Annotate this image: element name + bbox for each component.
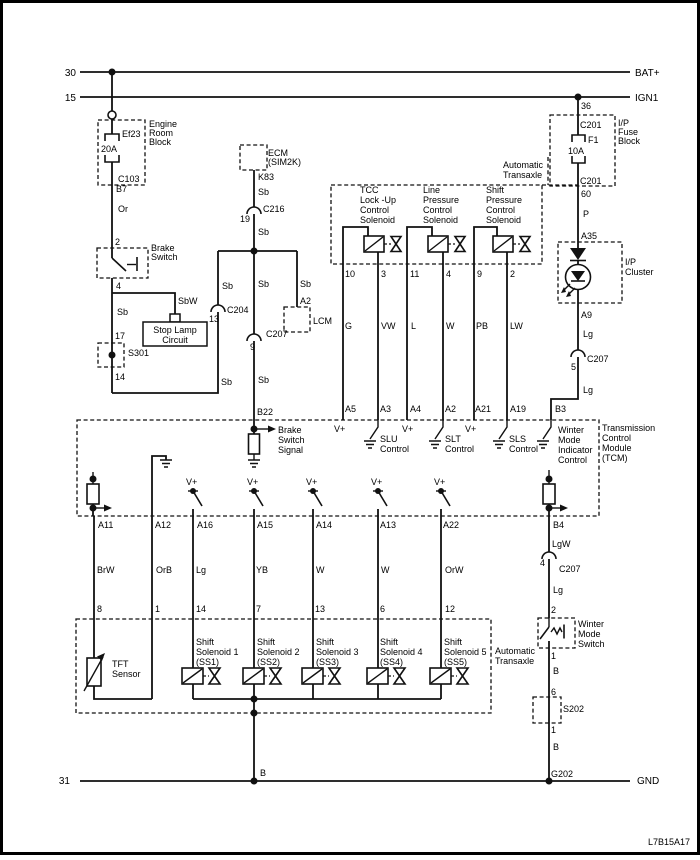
ss3-label: Shift Solenoid 3 (SS3) <box>316 637 359 667</box>
pin-13-label: 13 <box>209 314 220 324</box>
pin-2b-label: 2 <box>510 269 516 279</box>
slu-control-label: SLU Control <box>380 434 410 454</box>
wire-pb-label: PB <box>476 321 489 331</box>
wire-w-label-b: W <box>316 565 325 575</box>
ss5-label: Shift Solenoid 5 (SS5) <box>444 637 487 667</box>
pin-a11-label: A11 <box>98 520 114 530</box>
ecm-label: ECM (SIM2K) <box>268 148 302 167</box>
pin-b7-label: B7 <box>116 184 128 194</box>
wire-b-label-b: B <box>553 666 560 676</box>
ss4-label: Shift Solenoid 4 (SS4) <box>380 637 423 667</box>
tft-sensor-label: TFT Sensor <box>112 659 141 679</box>
vplus-a13-label: V+ <box>371 477 383 487</box>
wire-lgw-label: LgW <box>552 539 571 549</box>
pin-a21-label: A21 <box>475 404 492 414</box>
conn-c204-label: C204 <box>227 305 249 315</box>
pin-2-label: 2 <box>115 237 121 247</box>
transaxle-top-label: Automatic Transaxle <box>503 160 544 180</box>
wire-w-label-c: W <box>381 565 390 575</box>
sls-control-label: SLS Control <box>509 434 539 454</box>
brake-switch-signal-label: Brake Switch Signal <box>278 425 305 455</box>
wire-lg-label-d: Lg <box>553 585 564 595</box>
lcm-label: LCM <box>313 316 333 326</box>
pin-17-label: 17 <box>115 331 126 341</box>
conn-c207a-label: C207 <box>266 329 288 339</box>
stop-lamp-connector-icon <box>170 314 180 322</box>
pin-4c-label: 4 <box>540 558 546 568</box>
pin-a15-label: A15 <box>257 520 274 530</box>
rail-bat-label: BAT+ <box>635 68 660 79</box>
pin-a3-label: A3 <box>380 404 392 414</box>
shift-pressure-solenoid-label: Shift Pressure Control Solenoid <box>486 185 523 225</box>
pin-k83-label: K83 <box>258 172 275 182</box>
junction-dot <box>109 69 116 76</box>
wire-lg-label-c: Lg <box>196 565 207 575</box>
pin-13b-label: 13 <box>315 604 326 614</box>
vplus-a5-label: V+ <box>334 424 346 434</box>
pin-9b-label: 9 <box>477 269 483 279</box>
pin-a2b-label: A2 <box>445 404 457 414</box>
junction-dot <box>251 710 258 717</box>
winter-mode-indicator-label: Winter Mode Indicator Control <box>558 425 593 465</box>
wire-sb-label-b: Sb <box>221 377 233 387</box>
wire-lg-label-a: Lg <box>583 329 594 339</box>
wire-brw-label: BrW <box>97 565 115 575</box>
pin-11-label: 11 <box>410 269 420 279</box>
engine-room-block-label: Engine Room Block <box>149 119 178 147</box>
pin-b4-label: B4 <box>553 520 565 530</box>
pin-3-label: 3 <box>381 269 387 279</box>
resistor-icon <box>87 484 99 504</box>
pin-10-label: 10 <box>345 269 356 279</box>
pin-6-label: 6 <box>380 604 386 614</box>
line-pressure-solenoid-label: Line Pressure Control Solenoid <box>423 185 460 225</box>
ss2-label: Shift Solenoid 2 (SS2) <box>257 637 300 667</box>
fuse-f1-rating: 10A <box>568 146 585 156</box>
wire-lg-label-b: Lg <box>583 385 594 395</box>
pin-a13-label: A13 <box>380 520 397 530</box>
pin-2c-label: 2 <box>551 605 557 615</box>
wire-yb-label: YB <box>256 565 269 575</box>
rail-gnd-label: GND <box>637 776 660 787</box>
pin-60-label: 60 <box>581 189 592 199</box>
pin-b3-label: B3 <box>555 404 567 414</box>
slt-control-label: SLT Control <box>445 434 475 454</box>
junction-dot <box>251 696 258 703</box>
terminal-31-label: 31 <box>58 776 70 787</box>
ip-fuse-block-label: I/P Fuse Block <box>618 118 641 146</box>
ip-cluster-label: I/P Cluster <box>625 257 654 277</box>
pin-14b-label: 14 <box>196 604 207 614</box>
splice-s202-label: S202 <box>563 704 585 714</box>
fuse-f1-label: F1 <box>588 135 599 145</box>
ground-g202-label: G202 <box>551 769 574 779</box>
wire-sb-label-f: Sb <box>258 279 270 289</box>
pin-7-label: 7 <box>256 604 262 614</box>
vplus-a22-label: V+ <box>434 477 446 487</box>
pin-5-label: 5 <box>571 362 577 372</box>
pin-14-label: 14 <box>115 372 126 382</box>
connector-terminal-icon <box>108 111 116 119</box>
pin-a4-label: A4 <box>410 404 422 414</box>
splice-s301-label: S301 <box>128 348 150 358</box>
pin-a2-label: A2 <box>300 296 312 306</box>
pin-b22-label: B22 <box>257 407 274 417</box>
ss1-label: Shift Solenoid 1 (SS1) <box>196 637 239 667</box>
pin-19-label: 19 <box>240 214 251 224</box>
wire-b-label-c: B <box>553 742 560 752</box>
brake-switch-label: Brake Switch <box>151 243 178 262</box>
wire-orw-label: OrW <box>445 565 464 575</box>
wire-g-label: G <box>345 321 353 331</box>
winter-mode-switch-label: Winter Mode Switch <box>578 619 605 649</box>
fuse-ef23-label: Ef23 <box>122 129 141 139</box>
pin-12-label: 12 <box>445 604 456 614</box>
transaxle-bottom-label: Automatic Transaxle <box>495 646 536 666</box>
conn-c201-top-label: C201 <box>580 120 602 130</box>
wire-sb-label-a: Sb <box>117 307 129 317</box>
pin-a14-label: A14 <box>316 520 333 530</box>
diagram-code: L7B15A17 <box>648 837 691 847</box>
wire-sb-label-d: Sb <box>258 187 270 197</box>
pin-4-label: 4 <box>116 281 122 291</box>
wire-lw-label: LW <box>510 321 523 331</box>
pin-4b-label: 4 <box>446 269 452 279</box>
conn-c207b-label: C207 <box>587 354 609 364</box>
wire-sb-label-g: Sb <box>258 375 270 385</box>
wire-sb-label-e: Sb <box>258 227 270 237</box>
pin-a19-label: A19 <box>510 404 527 414</box>
conn-c216-label: C216 <box>263 204 285 214</box>
conn-c207c-label: C207 <box>559 564 581 574</box>
wire-vw-label: VW <box>381 321 396 331</box>
pin-1b-label: 1 <box>551 651 557 661</box>
pin-a22-label: A22 <box>443 520 460 530</box>
vplus-a21-label: V+ <box>465 424 477 434</box>
pin-a16-label: A16 <box>197 520 214 530</box>
wire-sb-label-c: Sb <box>222 281 234 291</box>
vplus-a16-label: V+ <box>186 477 198 487</box>
pin-36-label: 36 <box>581 101 592 111</box>
terminal-30-label: 30 <box>64 68 76 79</box>
wire-sbw-label: SbW <box>178 296 198 306</box>
pin-a12-label: A12 <box>155 520 172 530</box>
wire-sb-label-h: Sb <box>300 279 312 289</box>
pin-a35-label: A35 <box>581 231 598 241</box>
splice-s301-dot <box>109 352 116 359</box>
terminal-15-label: 15 <box>64 93 76 104</box>
pin-a9-label: A9 <box>581 310 593 320</box>
wire-l-label: L <box>411 321 417 331</box>
resistor-icon <box>543 484 555 504</box>
wire-or-label: Or <box>118 204 128 214</box>
pin-9-label: 9 <box>250 342 256 352</box>
junction-dot <box>251 778 258 785</box>
pin-1c-label: 1 <box>551 725 557 735</box>
resistor-icon <box>249 434 260 454</box>
wire-orb-label: OrB <box>156 565 173 575</box>
junction-dot <box>251 248 258 255</box>
wire-p-label: P <box>583 209 590 219</box>
wire-b-label-a: B <box>260 768 267 778</box>
conn-c201-bottom-label: C201 <box>580 176 602 186</box>
vplus-a4-label: V+ <box>402 424 414 434</box>
wire-w-label-a: W <box>446 321 455 331</box>
vplus-a14-label: V+ <box>306 477 318 487</box>
tcc-solenoid-label: TCC Lock -Up Control Solenoid <box>360 185 397 225</box>
rail-ign1-label: IGN1 <box>635 93 659 104</box>
pin-6b-label: 6 <box>551 687 557 697</box>
vplus-a15-label: V+ <box>247 477 259 487</box>
fuse-ef23-rating: 20A <box>101 144 118 154</box>
pin-a5-label: A5 <box>345 404 357 414</box>
conn-c103-label: C103 <box>118 174 140 184</box>
pin-1a-label: 1 <box>155 604 161 614</box>
pin-8-label: 8 <box>97 604 103 614</box>
tcm-label: Transmission Control Module (TCM) <box>602 423 656 463</box>
stop-lamp-circuit-label: Stop Lamp Circuit <box>153 325 197 345</box>
